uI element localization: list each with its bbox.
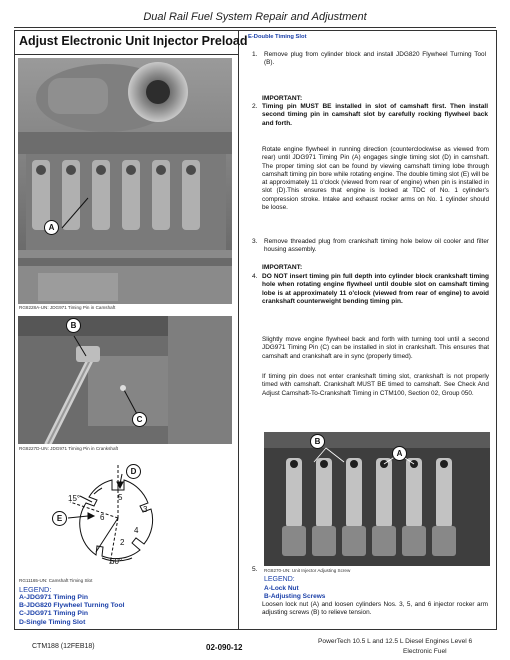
callout-a-figure1: A [44, 220, 59, 235]
step-5-number: 5. [252, 566, 258, 573]
figure4-caption: RG8270-UN: Unit Injector Adjusting Screw [264, 568, 351, 573]
important-2-heading: IMPORTANT: [262, 264, 303, 271]
left-legend-title: LEGEND: [19, 585, 52, 594]
angle-label-top: 15° [68, 494, 81, 503]
footer-page-number: 02-090-12 [206, 643, 243, 652]
callout-b-figure4: B [310, 434, 325, 449]
footer-product: PowerTech 10.5 L and 12.5 L Diesel Engines Level 6 [318, 638, 473, 645]
section-title: Adjust Electronic Unit Injector Preload [19, 34, 248, 48]
left-legend-item-b: B-JDG820 Flywheel Turning Tool [19, 602, 125, 609]
callout-b-figure2: B [66, 318, 81, 333]
important-1-text: Timing pin MUST BE installed in slot of camshaft first. Then install second timing pin in camshaft slot by carefully rocking flywheel back and forth. [262, 103, 488, 127]
title-rule [14, 54, 238, 55]
camshaft-engine-illustration [18, 58, 232, 304]
left-legend-item-a: A-JDG971 Timing Pin [19, 594, 88, 601]
crankshaft-engine-illustration [18, 316, 232, 444]
figure2-caption: RG8227D-UN: JDG971 Timing Pin in Crankshaft [19, 446, 119, 451]
injector-engine-illustration [264, 432, 490, 566]
left-legend-item-c: C-JDG971 Timing Pin [19, 610, 88, 617]
figure3-caption: RG11165-UN: Camshaft Timing Slot [19, 578, 93, 583]
step-3-number: 3. [252, 238, 258, 245]
important-2-text: DO NOT insert timing pin full depth into cylinder block crankshaft timing hole when rotating engine flywheel until double slot on camshaft timing lobe is at approximately 11 o'clock (viewed from rear of engine) to avoid crankshaft counterweight bending timing pin. [262, 273, 489, 306]
footer-subtitle: Electronic Fuel [403, 648, 447, 655]
right-subhead: E-Double Timing Slot [248, 34, 307, 40]
step-1-text: Remove plug from cylinder block and install JDG820 Flywheel Turning Tool (B). [264, 51, 486, 67]
step-1-number: 1. [252, 51, 258, 58]
callout-a-figure4: A [392, 446, 407, 461]
footer-doc-id: CTM188 (12FEB18) [32, 643, 95, 650]
figure-camshaft-timing-slot-diagram [40, 458, 180, 570]
left-legend-item-d: D-Single Timing Slot [19, 619, 86, 626]
right-legend-item-a: A-Lock Nut [264, 585, 299, 592]
slot-number-4: 4 [134, 526, 139, 535]
header-rule [14, 27, 496, 28]
step-4-number: 4. [252, 273, 258, 280]
angle-label-bottom: 60° [110, 557, 123, 566]
slot-number-2: 2 [120, 538, 125, 547]
right-legend-title: LEGEND: [264, 576, 295, 583]
paragraph-timing-check: If timing pin does not enter crankshaft timing slot, crankshaft is not properly timed with camshaft. Crankshaft MUST BE timed to camshaft. See Check And Adjust Camshaft-To-Crankshaft Timing in CTM100, Section 02, Group 050. [262, 373, 489, 397]
paragraph-loosen-lock-nut: Loosen lock nut (A) and loosen cylinders Nos. 3, 5, and 6 injector rocker arm adjusting screws (B) to relieve tension. [262, 601, 488, 617]
important-1-heading: IMPORTANT: [262, 95, 303, 102]
page-header-title: Dual Rail Fuel System Repair and Adjustment [143, 11, 367, 23]
slot-number-5: 5 [118, 493, 123, 502]
paragraph-rotate-flywheel: Rotate engine flywheel in running direction (counterclockwise as viewed from rear) until JDG971 Timing Pin (A) engages single timing slot (D) in camshaft. The proper timing slot can be found by viewing camshaft timing lobe through camshaft timing pin bore while rotating engine. The double timing slot (E) will be at approximately 11 o'clock (viewed from rear of engine) when pin is installed in slot (D).This ensures that engine is locked at TDC of No. 1 cylinder's compression stroke. Intake and exhaust rocker arms on No. 1 cylinder should be loose. [262, 146, 489, 212]
figure-crankshaft-timing-pin-photo [18, 316, 232, 444]
step-3-text: Remove threaded plug from crankshaft timing hole below oil cooler and filter housing assembly. [264, 238, 489, 254]
figure-injector-adjusting-screw-photo [264, 432, 490, 566]
callout-d-figure3: D [126, 464, 141, 479]
callout-c-figure2: C [132, 412, 147, 427]
paragraph-move-flywheel: Slightly move engine flywheel back and forth with turning tool until a second JDG971 Timing Pin (C) can be installed in slot in crankshaft. This ensures that camshaft and crankshaft are in sync (properly timed). [262, 336, 489, 360]
callout-e-figure3: E [52, 511, 67, 526]
right-legend-item-b: B-Adjusting Screws [264, 593, 326, 600]
figure1-caption: RG8228A-UN: JDG971 Timing Pin in Camshaft [19, 305, 116, 310]
slot-number-3: 3 [143, 505, 148, 514]
figure-camshaft-timing-pin-photo [18, 58, 232, 304]
slot-number-6: 6 [100, 513, 105, 522]
step-2-number: 2. [252, 103, 258, 110]
